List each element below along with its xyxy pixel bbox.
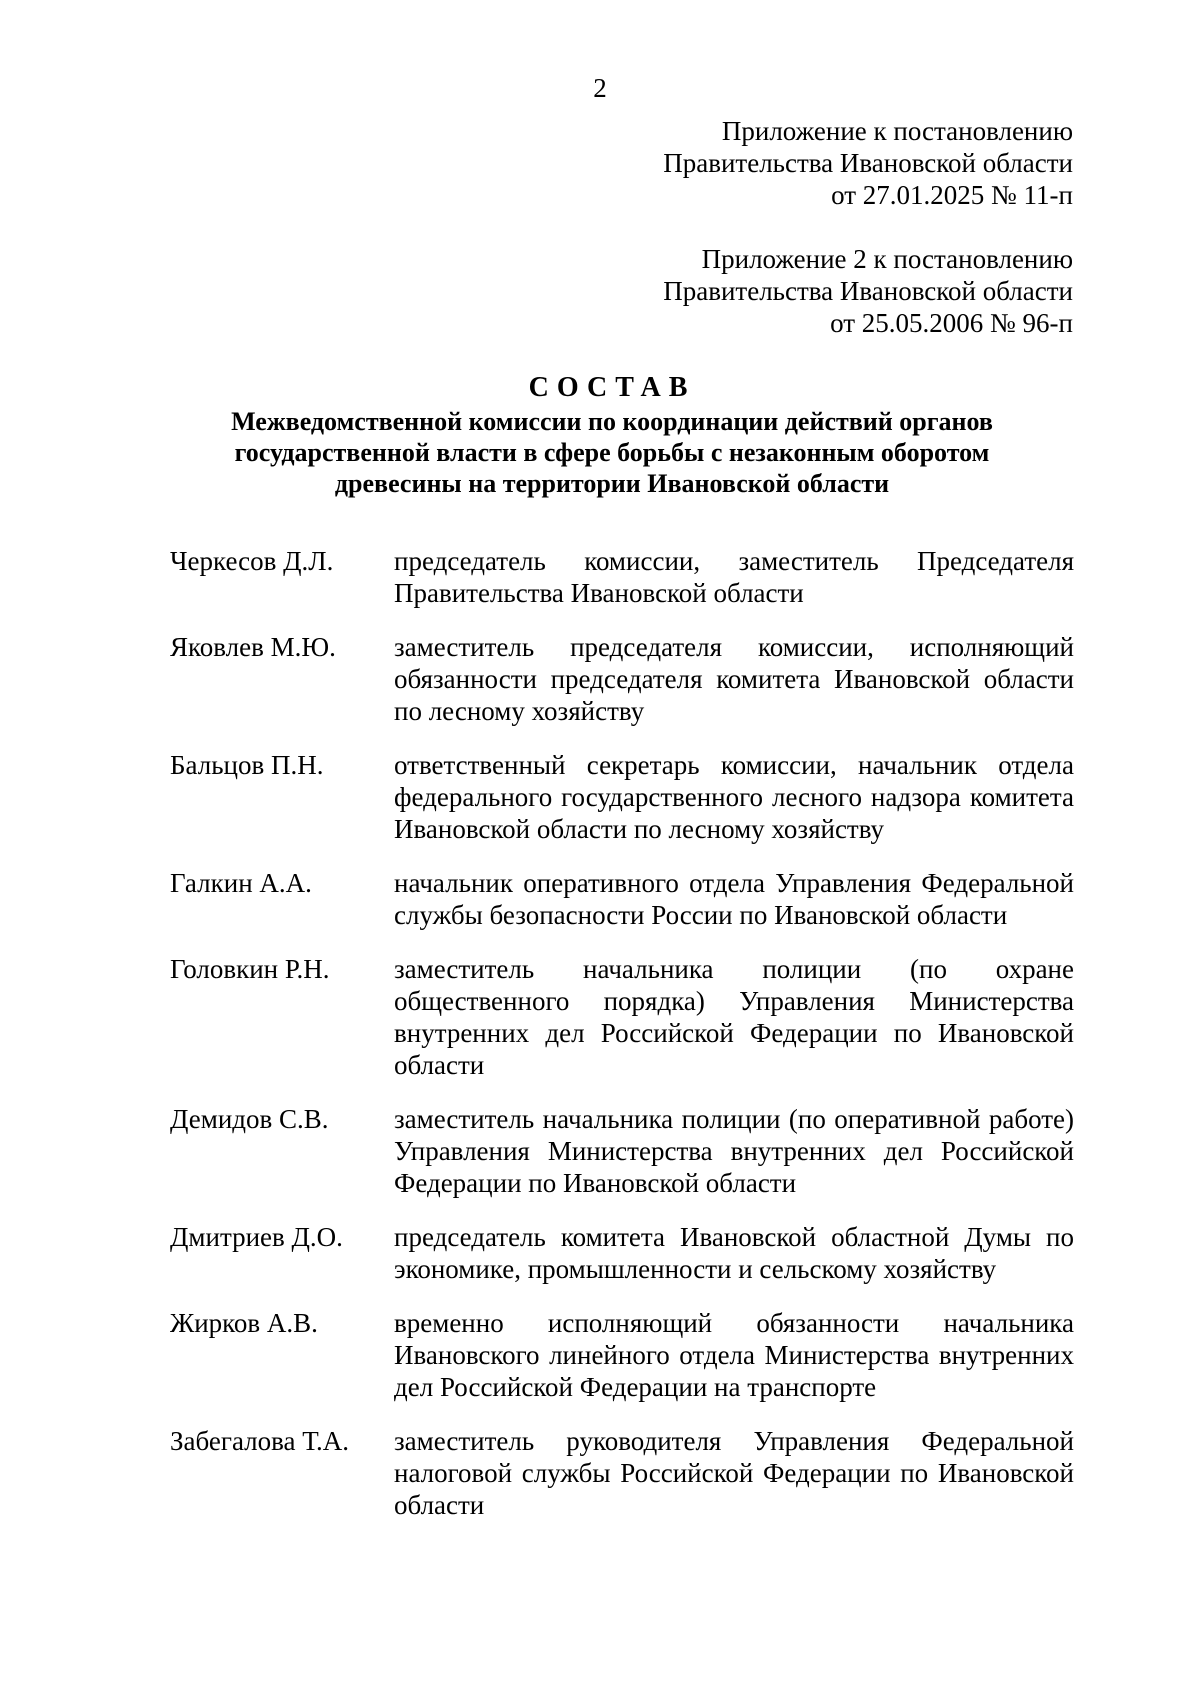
heading-subtitle-line: Межведомственной комиссии по координации действий органов <box>231 407 993 436</box>
annex-line: Правительства Ивановской области <box>663 276 1073 306</box>
member-row <box>170 631 1074 727</box>
member-role: председатель комитета Ивановской областной Думы по экономике, промышленности и сельскому хозяйству <box>394 1222 1074 1284</box>
member-role: временно исполняющий обязанности начальника Ивановского линейного отдела Министерства внутренних дел Российской Федерации на транспорте <box>394 1308 1074 1402</box>
annex-line: от 27.01.2025 № 11-п <box>831 180 1073 210</box>
member-row <box>170 1425 1074 1521</box>
member-row <box>170 1103 1074 1199</box>
member-name: Головкин Р.Н. <box>170 954 330 984</box>
member-name: Демидов С.В. <box>170 1104 329 1134</box>
heading-title: СОСТАВ <box>528 372 696 403</box>
member-role: ответственный секретарь комиссии, начальник отдела федерального государственного лесного надзора комитета Ивановской области по лесному хозяйству <box>394 750 1074 844</box>
page-number: 2 <box>593 73 607 103</box>
member-name: Яковлев М.Ю. <box>170 632 336 662</box>
annex-reference-current <box>663 115 1073 211</box>
member-role: председатель комиссии, заместитель Председателя Правительства Ивановской области <box>394 546 1074 608</box>
member-role: заместитель председателя комиссии, исполняющий обязанности председателя комитета Ивановской области по лесному хозяйству <box>394 632 1074 726</box>
document-heading <box>150 370 1074 499</box>
member-name: Жирков А.В. <box>170 1308 318 1338</box>
heading-subtitle-line: государственной власти в сфере борьбы с незаконным оборотом <box>234 438 990 467</box>
member-row <box>170 867 1074 931</box>
member-role: начальник оперативного отдела Управления Федеральной службы безопасности России по Ивановской области <box>394 868 1074 930</box>
member-row <box>170 1307 1074 1403</box>
annex-reference-original <box>663 243 1073 339</box>
member-row <box>170 545 1074 609</box>
member-row <box>170 1221 1074 1285</box>
member-role: заместитель начальника полиции (по охране общественного порядка) Управления Министерства внутренних дел Российской Федерации по Ивановской области <box>394 954 1074 1080</box>
member-role: заместитель руководителя Управления Федеральной налоговой службы Российской Федерации по Ивановской области <box>394 1426 1074 1520</box>
member-row <box>170 749 1074 845</box>
annex-line: от 25.05.2006 № 96-п <box>830 308 1073 338</box>
annex-line: Правительства Ивановской области <box>663 148 1073 178</box>
member-name: Дмитриев Д.О. <box>170 1222 343 1252</box>
member-name: Бальцов П.Н. <box>170 750 324 780</box>
member-name: Черкесов Д.Л. <box>170 546 334 576</box>
member-role: заместитель начальника полиции (по оперативной работе) Управления Министерства внутренних дел Российской Федерации по Ивановской области <box>394 1104 1074 1198</box>
members-list <box>170 545 1074 1543</box>
heading-subtitle-line: древесины на территории Ивановской области <box>334 469 890 498</box>
annex-line: Приложение 2 к постановлению <box>701 244 1073 274</box>
member-row <box>170 953 1074 1081</box>
annex-line: Приложение к постановлению <box>721 116 1073 146</box>
member-name: Забегалова Т.А. <box>170 1426 350 1456</box>
member-name: Галкин А.А. <box>170 868 312 898</box>
